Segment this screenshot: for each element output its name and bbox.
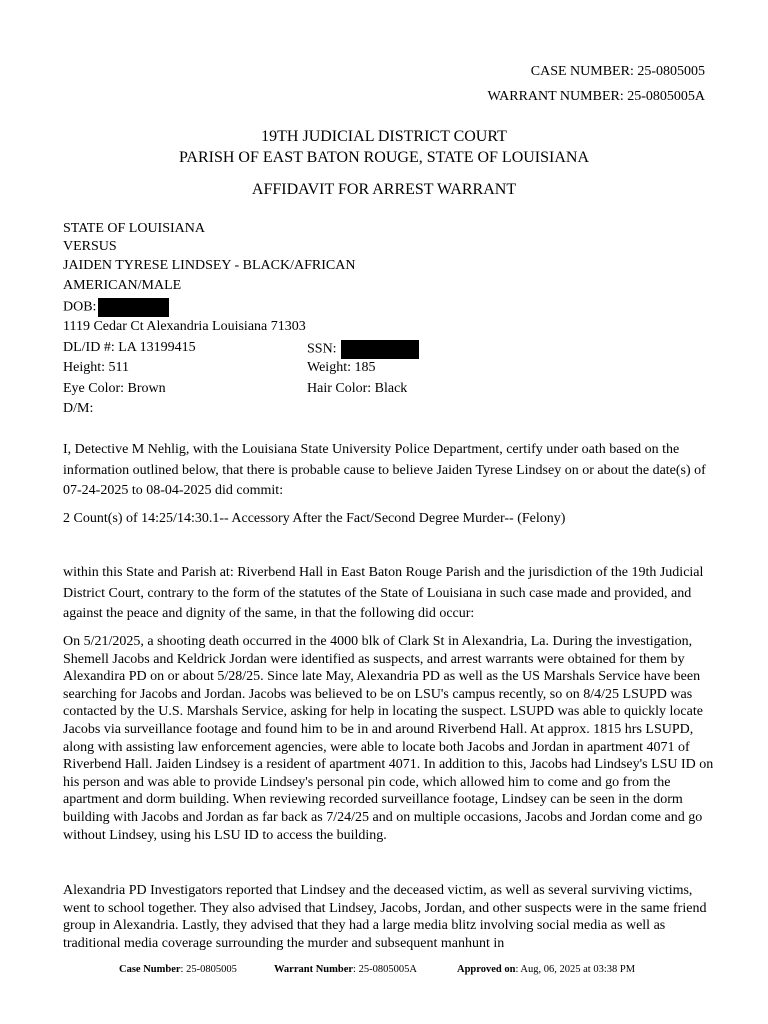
- height: Height: 511: [63, 360, 129, 375]
- versus-label: VERSUS: [63, 239, 117, 254]
- court-name: 19TH JUDICIAL DISTRICT COURT: [261, 128, 507, 145]
- jurisdiction-paragraph: within this State and Parish at: Riverbend Hall in East Baton Rouge Parish and the jurisdiction of the 19th Judicial District Court, contrary to the form of the statutes of the State of Louisiana in such case made and provided, and against the peace and dignity of the same, in that the following did occur:: [63, 565, 704, 621]
- footer-warrant-label: Warrant Number: [274, 964, 354, 975]
- dob-redaction: [98, 298, 169, 317]
- ssn-row: [307, 340, 419, 359]
- ssn-redaction: [341, 340, 419, 359]
- dl-id: DL/ID #: LA 13199415: [63, 340, 196, 355]
- state-label: STATE OF LOUISIANA: [63, 221, 205, 236]
- footer-approved-value: : Aug, 06, 2025 at 03:38 PM: [515, 964, 636, 975]
- hair-color: Hair Color: Black: [307, 381, 408, 396]
- footer-case-number: [119, 964, 237, 975]
- case-number: CASE NUMBER: 25-0805005: [530, 64, 705, 79]
- narrative-paragraph-1: On 5/21/2025, a shooting death occurred in the 4000 blk of Clark St in Alexandria, La. During the investigation, Shemell Jacobs and Keldrick Jordan were identified as suspects, and arrest warrants were obtained for them by Alexandira PD on or about 5/28/25. Since late May, Alexandria PD as well as the US Marshals Service have been searching for Jacobs and Jordan. Jacobs was believed to be on LSU's campus recently, so on 8/4/25 LSUPD was contacted by the U.S. Marshals Service, asking for help in locating the suspect. LSUPD was able to quickly locate Jacobs via surveillance footage and found him to be in and around Riverbend Hall. At approx. 1815 hrs LSUPD, along with assisting law enforcement agencies, were able to locate both Jacobs and Jordan in apartment 4071 of Riverbend Hall. Jaiden Lindsey is a resident of apartment 4071. In addition to this, Jacobs had Lindsey's LSU ID on his person and was able to provide Lindsey's personal pin code, which allowed him to come and go from the apartment and dorm building. When reviewing recorded surveillance footage, Lindsey can be seen in the dorm building with Jacobs and Jordan as far back as 7/24/25 and on multiple occasions, Jacobs and Jordan come and go without Lindsey, using his LSU ID to access the building.: [63, 634, 714, 843]
- footer-approved-on: [457, 964, 635, 975]
- document-title: AFFIDAVIT FOR ARREST WARRANT: [251, 181, 517, 198]
- court-parish: PARISH OF EAST BATON ROUGE, STATE OF LOUISIANA: [178, 149, 590, 166]
- certification-paragraph: I, Detective M Nehlig, with the Louisiana State University Police Department, certify under oath based on the information outlined below, that there is probable cause to believe Jaiden Tyrese Lindsey on or about the date(s) of 07-24-2025 to 08-04-2025 did commit:: [63, 442, 706, 498]
- narrative-paragraph-2: Alexandria PD Investigators reported that Lindsey and the deceased victim, as well as several surviving victims, went to school together. They also advised that Lindsey, Jacobs, Jordan, and other suspects were in the same friend group in Alexandria. Lastly, they advised that they had a large media blitz involving social media as well as traditional media coverage surrounding the murder and subsequent manhunt in: [63, 883, 707, 951]
- ssn-label: SSN:: [307, 341, 337, 357]
- defendant-race-sex: AMERICAN/MALE: [63, 278, 182, 293]
- warrant-number: WARRANT NUMBER: 25-0805005A: [487, 89, 705, 104]
- footer-warrant-value: : 25-0805005A: [353, 964, 417, 975]
- dm-label: D/M:: [63, 401, 94, 416]
- defendant-name: JAIDEN TYRESE LINDSEY - BLACK/AFRICAN: [63, 258, 356, 273]
- footer-case-label: Case Number: [119, 964, 181, 975]
- charge-counts: 2 Count(s) of 14:25/14:30.1-- Accessory After the Fact/Second Degree Murder-- (Felony): [63, 511, 566, 526]
- footer-warrant-number: [274, 964, 417, 975]
- weight: Weight: 185: [307, 360, 376, 375]
- footer-case-value: : 25-0805005: [180, 964, 237, 975]
- dob-row: [63, 298, 169, 317]
- dob-label: DOB:: [63, 299, 97, 315]
- defendant-address: 1119 Cedar Ct Alexandria Louisiana 71303: [63, 319, 306, 334]
- eye-color: Eye Color: Brown: [63, 381, 166, 396]
- footer-approved-label: Approved on: [457, 964, 516, 975]
